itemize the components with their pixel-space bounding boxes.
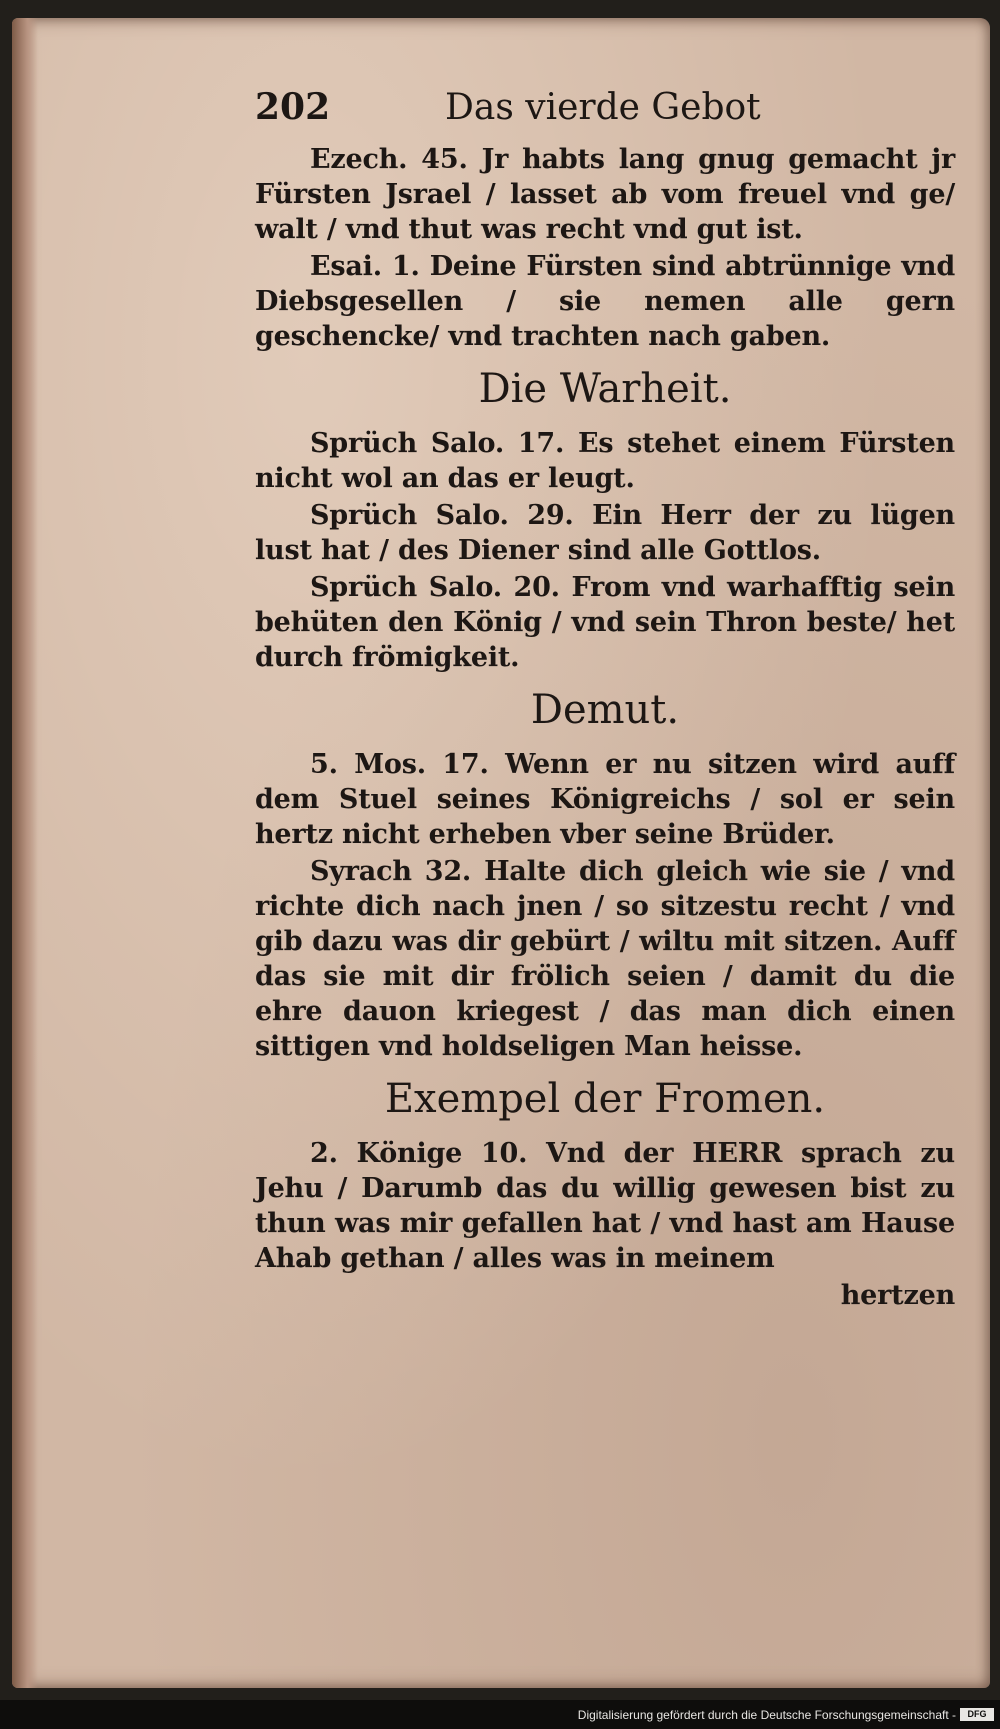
page-number: 202 bbox=[255, 86, 331, 128]
running-head bbox=[255, 86, 955, 142]
scripture-entry: 5. Mos. 17. Wenn er nu sitzen wird auff dem Stuel seines Königreichs / sol er sein hertz nicht erheben vber seine Brüder. bbox=[255, 749, 955, 850]
scripture-entry: Sprüch Salo. 20. From vnd warhafftig sein behüten den König / vnd sein Thron beste/ het durch frömigkeit. bbox=[255, 572, 955, 673]
scripture-entry: Sprüch Salo. 17. Es stehet einem Fürsten nicht wol an das er leugt. bbox=[255, 428, 955, 494]
scripture-entry: Syrach 32. Halte dich gleich wie sie / vnd richte dich nach jnen / so sitzestu recht / vnd gib dazu was dir gebürt / wiltu mit sitzen. Auff das sie mit dir frölich seien / damit du die ehre dauon kriegest / das man dich einen sittigen vnd holdseligen Man heisse. bbox=[255, 856, 955, 1062]
scripture-entry: Ezech. 45. Jr habts lang gnug gemacht jr Fürsten Jsrael / lasset ab vom freuel vnd ge/ walt / vnd thut was recht vnd gut ist. bbox=[255, 144, 955, 245]
section-heading: Exempel der Fromen. bbox=[384, 1076, 826, 1122]
page-gutter bbox=[12, 18, 38, 1688]
scripture-entry: Esai. 1. Deine Fürsten sind abtrünnige vnd Diebsgesellen / sie nemen alle gern geschencke/ vnd trachten nach gaben. bbox=[255, 251, 955, 352]
section-heading: Die Warheit. bbox=[478, 366, 732, 412]
running-title: Das vierde Gebot bbox=[445, 87, 761, 128]
scripture-entry: Sprüch Salo. 29. Ein Herr der zu lügen lust hat / des Diener sind alle Gottlos. bbox=[255, 500, 955, 566]
page-text bbox=[255, 86, 955, 1315]
catchword: hertzen bbox=[840, 1280, 955, 1311]
dfg-logo: DFG bbox=[960, 1708, 994, 1721]
scripture-entry: 2. Könige 10. Vnd der HERR sprach zu Jehu / Darumb das du willig gewesen bist zu thun was mir gefallen hat / vnd hast am Hause Ahab gethan / alles was in meinem bbox=[255, 1138, 955, 1274]
section-heading: Demut. bbox=[530, 687, 680, 733]
digitization-credit: Digitalisierung gefördert durch die Deutsche Forschungsgemeinschaft - bbox=[577, 1708, 956, 1722]
